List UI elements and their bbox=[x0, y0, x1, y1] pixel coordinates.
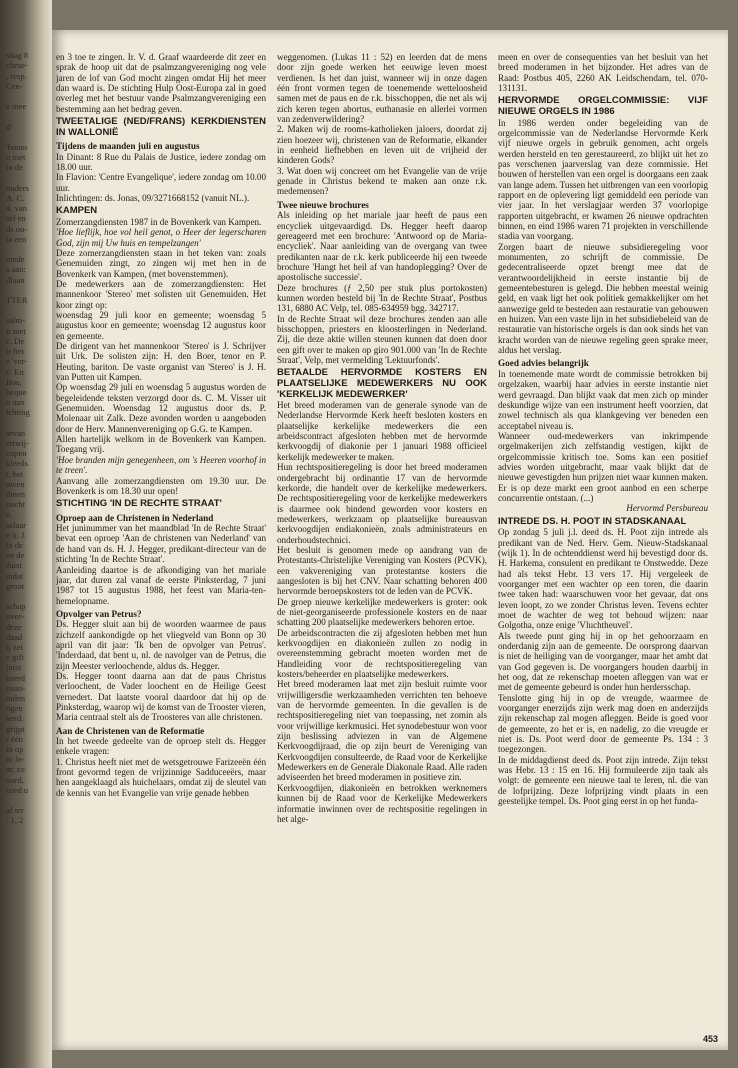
paragraph: In Flavion: 'Centre Evangelique', iedere zondag om 10.00 uur. bbox=[56, 172, 266, 193]
paragraph: De arbeidscontracten die zij afgesloten hebben met hun kerkvoogdijen en diakonieën zullen zo nodig in overeenstemming gebracht moeten worden met de Handleiding voor de rechtspositieregeling van kosters/beheerder en plaatselijke medewerkers. bbox=[277, 627, 487, 680]
fragment-line: : 1, 2 bbox=[6, 815, 24, 826]
paragraph: 'Hoe lieflijk, hoe vol heil genot, o Heer der legerscharen God, zijn mij Uw huis en tempelzangen' bbox=[56, 227, 266, 248]
fragment-line: copen bbox=[6, 448, 27, 459]
fragment-line: over- bbox=[6, 611, 24, 622]
paragraph: Deze zomerzangdiensten staan in het teken van: zoals Genemuiden zingt, zo zingen wij met hen in de Bovenkerk van Kampen, (met bovenstemmen). bbox=[56, 247, 266, 279]
fragment-line: dlaan bbox=[6, 274, 25, 285]
section-heading: STICHTING 'IN DE RECHTE STRAAT' bbox=[56, 498, 222, 510]
fragment-line: Bos, bbox=[6, 376, 22, 387]
fragment-line: m Je- bbox=[6, 754, 25, 765]
paragraph: In toenemende mate wordt de commissie betrokken bij orgelzaken, waarbij haar advies in eerste instantie niet werd gevraagd. Dan blijkt vaak dat men zich op minder deskundige wijze van een instrument heeft voorzien, dat zowel technisch als qua klankgeving ver beneden een acceptabel niveau is. bbox=[498, 368, 708, 431]
fragment-line: ia een bbox=[6, 233, 27, 244]
fragment-line: mdat bbox=[6, 570, 24, 581]
paragraph: De groep nieuwe kerkelijke medewerkers is groter: ook de niet-georganiseerde professionele kosters en de naar schatting 200 plaatselijke medewerkers behoren ertoe. bbox=[277, 596, 487, 628]
fragment-line: grijpt bbox=[6, 723, 25, 734]
fragment-line: ir het bbox=[6, 346, 24, 357]
fragment-line: oord, bbox=[6, 774, 24, 785]
paragraph: De dirigent van het mannenkoor 'Stereo' is J. Schrijver uit Urk. De solisten zijn: H. den Boer, tenor en P. Heuting, bariton. De vaste organist van 'Stereo' is J. H. van Putten uit Kampen. bbox=[56, 341, 266, 383]
paragraph: Ds. Hegger toont daarna aan dat de paus Christus verloochent, de Vader loochent en de Heilige Geest vernedert. Dat laatste vooral daardoor dat hij op de Pinksterdag, waarop wij de komst van de Trooster vieren, Maria centraal stelt als de Troosteres van alle christenen. bbox=[56, 670, 266, 723]
paragraph: en 3 toe te zingen. Ir. V. d. Graaf waardeerde dit zeer en sprak de hoop uit dat de psalmzangvereniging nog vele jaren de lof van God mocht zingen omdat Hij het meer dan waard is. De stichting Hulp Oost-Europa zal in goed overleg met het bestuur vande Psalmzangvereniging een bestemming aan het bedrag geven. bbox=[56, 52, 266, 114]
paragraph: 3. Wat doen wij concreet om het Evangelie van de vrije genade in Christus bekend te maken aan onze r.k. medemensen? bbox=[277, 165, 487, 197]
fragment-line: schap bbox=[6, 601, 26, 612]
fragment-line: d' bbox=[6, 121, 12, 132]
section-heading: TWEETALIGE (NED/FRANS) KERKDIENSTEN IN WALLONIË bbox=[56, 116, 266, 138]
paragraph: Kerkvoogdijen, diakonieën en betrokken werknemers kunnen bij de Raad voor de Kerkelijke Medewerkers informatie inwinnen over de rechtspositie regelingen in het alge- bbox=[277, 782, 487, 824]
fragment-line bbox=[6, 91, 46, 101]
paragraph: Tenslotte ging hij in op de vreugde, waarmee de voorganger enerzijds zijn werk mag doen en anderzijds zijn rekenschap zal mogen afleggen. Beide is goed voor de gemeente, zo het er is, en nadelig, zo die vreugde er niet is. Ds. Poot werd door de gemeente Ps. 134 : 3 toegezongen. bbox=[498, 692, 708, 755]
subheading: Tijdens de maanden juli en augustus bbox=[56, 141, 200, 152]
fragment-line: t'. De bbox=[6, 335, 25, 346]
fragment-line: keerd bbox=[6, 672, 26, 683]
paragraph: In de Rechte Straat wil deze brochures zenden aan alle bisschoppen, priesters en kloosterlingen in Nederland. Zij, die deze aktie willen steunen kunnen dat doen door een gift over te maken op giro 901.000 van 'In de Rechte Straat', Velp, met vermelding 'Lektuurfonds'. bbox=[277, 313, 487, 365]
paragraph: In de middagdienst deed ds. Poot zijn intrede. Zijn tekst was Hebr. 13 : 15 en 16. Hij formuleerde zijn taak als volgt: de gemeente een nieuwe taal te leren, nl. die van de lofprijzing. Deze lofprijzing vindt plaats in een geestelijke tempel. Ds. Poot ging eerst in op het funda- bbox=[498, 754, 708, 807]
fragment-line bbox=[6, 285, 46, 295]
fragment-line: ertwij- bbox=[6, 437, 29, 448]
paragraph: 'Hoe branden mijn genegenheen, om 's Heeren voorhof in te treen'. bbox=[56, 454, 266, 476]
paragraph: Aanleiding daartoe is de afkondiging van het mariale jaar, dat duren zal vanaf de eerste Pinksterdag, 7 juni 1987 tot 15 augustus 1988, het feest van Maria-ten-hemelopname. bbox=[56, 564, 266, 606]
fragment-line: uwen bbox=[6, 478, 25, 489]
column-left bbox=[56, 52, 266, 1042]
fragment-line: s aan: bbox=[6, 264, 26, 275]
fragment-line: 4. van bbox=[6, 203, 28, 214]
fragment-line: ij zei bbox=[6, 641, 23, 652]
fragment-line: in op bbox=[6, 744, 24, 755]
fragment-line: n met bbox=[6, 152, 26, 163]
fragment-line: 'boom bbox=[6, 142, 28, 153]
fragment-line: in de bbox=[6, 539, 23, 550]
paragraph: Op woensdag 29 juli en woensdag 5 augustus worden de begeleidende teksten verzorgd door ds. C. M. Visser uit Genemuiden. Woensdag 12 augustus door ds. P. Molenaar uit Zalk. Deze avonden worden u aangeboden door de Herv. Mannenvereniging op G.G. te Kampen. bbox=[56, 382, 266, 434]
fragment-line: juist bbox=[6, 662, 21, 673]
byline: Hervormd Persbureau bbox=[626, 503, 708, 514]
fragment-line: t. het bbox=[6, 468, 24, 479]
paragraph: meen en over de consequenties van het besluit van het breed moderamen in het bijzonder. Het adres van de Raad: Postbus 405, 2260 AK Leidschendam, tel. 070-131131. bbox=[498, 52, 708, 94]
section-heading: BETAALDE HERVORMDE KOSTERS EN PLAATSELIJKE MEDEWERKERS NU OOK 'KERKELIJK MEDEWERKER' bbox=[277, 367, 487, 400]
fragment-line: daad bbox=[6, 631, 23, 642]
fragment-line: groot bbox=[6, 580, 25, 591]
subheading: Oproep aan de Christenen in Nederland bbox=[56, 512, 214, 523]
paragraph: Wanneer oud-medewerkers van inkrimpende orgelmakerijen zich zelfstandig vestigen, kijkt de orgelcommissie kritisch toe. Soms kan een positief advies worden uitgebracht, maar vaak blijkt dat de nieuwe gevestigden hun prijzen niet waar kunnen maken. Er is op deze markt een groot aanbod en een scherpe concurrentie ontstaan. (...) bbox=[498, 430, 708, 503]
fragment-line bbox=[6, 111, 46, 121]
fragment-line: af ter bbox=[6, 805, 24, 816]
fragment-line: mede bbox=[6, 254, 25, 265]
fragment-line: chese- bbox=[6, 60, 28, 71]
paragraph: Op zondag 5 juli j.l. deed ds. H. Poot zijn intrede als predikant van de Ned. Herv. Gem. Nieuw-Stadskanaal (wijk 1). In de ochtenddienst werd hij bevestigd door ds. H. Harkema, consulent en predikant te Onstwedde. Deze had als tekst Hebr. 13 vers 17. Hij vergeleek de voorganger met een wachter op een toren, die daarin twee taken had: waarschuwen voor het gevaar, dat ons leven loopt, zo we zonder Christus leven. Tevens echter moet de wachter de weg tot behoud wijzen: naar Golgotha, onze enige 'Vluchtheuvel'. bbox=[498, 527, 708, 631]
paragraph: Het juninummer van het maandblad 'In de Rechte Straat' bevat een oproep 'Aan de christenen van Nederland' van de hand van ds. H. J. Hegger, predikant-directeur van de stichting 'In de Rechte Straat'. bbox=[56, 523, 266, 565]
paragraph: Ds. Hegger sluit aan bij de woorden waarmee de paus zichzelf aankondigde op het vliegveld van Bonn op 30 april van dit jaar: 'Ik ben de opvolger van Petrus'. 'Inderdaad, dat bent u, nl. de navolger van de Petrus, die zijn Meester verloochende, aldus ds. Hegger. bbox=[56, 619, 266, 671]
fragment-line: deze bbox=[6, 621, 22, 632]
paragraph: In het tweede gedeelte van de oproep stelt ds. Hegger enkele vragen: bbox=[56, 736, 266, 757]
section-heading: HERVORMDE ORGELCOMMISSIE: VIJF NIEUWE ORGELS IN 1986 bbox=[498, 95, 708, 117]
fragment-line bbox=[6, 591, 46, 601]
paragraph: Het besluit is genomen mede op aandrang van de Protestants-Christelijke Vereniging van Kosters (PCVK), een vakvereniging van protestantse kosters die aangesloten is bij het CNV. Naar schatting behoren 400 hervormde beroepskosters tot de leden van de PCVK. bbox=[277, 544, 487, 597]
paragraph: Zorgen baart de nieuwe subsidieregeling voor monumenten, zo schrijft de commissie. De gedecentraliseerde opzet brengt mee dat de verantwoordelijkheid in eerste instantie bij de gemeentebesturen is gelegd. Die hebben meestal weinig geld, en vaak ligt het ook politiek gemakkelijker om het aanwezige geld te besteden aan restauratie van gebouwen en huizen. Van een vaste lijn in het subsidiebeleid van de restauratie van historische orgels is dan ook sinds het van kracht worden van de nieuwe regeling geen sprake meer, aldus het verslag. bbox=[498, 241, 708, 356]
fragment-line: Cen- bbox=[6, 80, 23, 91]
paragraph: 1. Christus heeft niet met de wetsgetrouwe Farizeeën één front gevormd tegen de vrijzinnige Sadduceeërs, maar hen aangeklaagd als huichelaars, omdat zij de sleutel van de kennis van het Evangelie van vrije genade hebben bbox=[56, 756, 266, 798]
fragment-line: heque bbox=[6, 386, 27, 397]
magazine-page bbox=[52, 30, 728, 1050]
fragment-line: selaar bbox=[6, 519, 27, 530]
fragment-line: e gift bbox=[6, 652, 24, 663]
fragment-line bbox=[6, 418, 46, 428]
fragment-line: sel en bbox=[6, 213, 26, 224]
fragment-line: ngen bbox=[6, 703, 23, 714]
fragment-line: ar, zo bbox=[6, 764, 25, 775]
fragment-line: e mee bbox=[6, 101, 27, 112]
paragraph: Als tweede punt ging hij in op het gehoorzaam en onderdanig zijn aan de gemeente. De oorsprong daarvan is niet de heiliging van de voorganger, maar het ambt dat van God gegeven is. De voorgangers houden daarbij in het oog, dat ze rekenschap moeten afleggen van wat er met de gemeente gebeurd is onder hun herdersschap. bbox=[498, 630, 708, 693]
previous-page-fragments bbox=[6, 40, 46, 1040]
paragraph: 2. Maken wij de rooms-katholieken jaloers, doordat zij zien hoezeer wij, christenen van de Reformatie, elkander in eenheid liefhebben en leven uit de vrijheid der kinderen Gods? bbox=[277, 124, 487, 166]
paragraph: weggenomen. (Lukas 11 : 52) en leerden dat de mens door zijn goede werken het eeuwige leven moest verdienen. Is het dan juist, wanneer wij in onze dagen één front vormen tegen de toenemende wetteloosheid samen met de paus en de r.k. bisschoppen, die net als wij zich keren tegen abortus, euthanasie en allerlei vormen van zedenverwildering? bbox=[277, 52, 487, 125]
subheading: Aan de Christenen van de Reformatie bbox=[56, 725, 205, 736]
paragraph: Deze brochures (ƒ 2,50 per stuk plus portokosten) kunnen worden besteld bij 'In de Rechte Straat', Postbus 131, 6880 AC Velp, tel. 085-634959 bgg. 342717. bbox=[277, 282, 487, 314]
fragment-line: kerd. bbox=[6, 713, 24, 724]
fragment-line bbox=[6, 173, 46, 183]
fragment-line: A. C. bbox=[6, 193, 25, 204]
fragment-line: e 'ver- bbox=[6, 356, 28, 367]
fragment-line bbox=[6, 40, 46, 50]
paragraph: Het breed moderamen van de generale synode van de Nederlandse Hervormde Kerk heeft besloten kosters en plaatselijke kerkelijke medewerkers die een arbeidscontract afgesloten hebben met de hervormde kerkvoogdij of diakonie per 1 januari 1988 officieel kerkelijk medewerker te maken. bbox=[277, 400, 487, 462]
fragment-line: mden bbox=[6, 693, 26, 703]
fragment-line: Juist bbox=[6, 560, 22, 571]
paragraph: Hun rechtspositieregeling is door het breed moderamen ondergebracht bij ordinantie 17 van de hervormde kerkorde, die handelt over de kerkelijke medewerkers. De rechtspositieregeling voor de kerkelijke medewerkers is daarmee ook bindend geworden voor kosters en medewerkers, werkzaam op plaatselijke bureausvan kerkvoogdijen endiakonieën, zoals administrateurs en onderhoudstechnici. bbox=[277, 462, 487, 545]
paragraph: Inlichtingen: ds. Jonas, 09/3271668152 (vanuit NL.). bbox=[56, 192, 250, 203]
fragment-line: ichting bbox=[6, 407, 30, 418]
section-heading: KAMPEN bbox=[56, 205, 98, 217]
fragment-line bbox=[6, 244, 46, 254]
column-right bbox=[498, 52, 708, 1042]
paragraph: Het breed moderamen laat met zijn besluit ruimte voor vrijwilligersdie werkzaamheden verrichten ten behoeve van de hervormde gemeenten. In die gevallen is de rechtspositieregeling niet van toepassing, net zomin als voor vrijwillige kerkmusici. Het synodebestuur won voor zijn beslissing adviezen in van de Algemene Kerkvoogdijraad, die op zijn beurt de Vereniging van Kerkvoogdijen consulteerde, de Raad voor de Kerkelijke Medewerkers en de Generale Diakonale Raad. Alle raden adviseerden het breed moderamen in positieve zin. bbox=[277, 679, 487, 783]
subheading: Twee nieuwe brochures bbox=[277, 199, 369, 210]
paragraph: In 1986 werden onder begeleiding van de orgelcommissie van de Nederlandse Hervormde Kerk vijf nieuwe orgels in gebruik genomen, acht orgels werden hersteld en ten gerestaureerd, zo blijkt uit het zo pas verschenen jaarverslag van deze commissie. Het bouwen of herstellen van een orgel is doorgaans een zaak van lange adem. Tussen het uitbrengen van een voorlopig rapport en de oplevering ligt gemiddeld een periode van vier jaar. In het verslagjaar werden 37 voorlopige rapporten uitgebracht, er kwamen 26 nieuwe opdrachten binnen, en eind 1986 waren 71 projekten in verschillende stadia van voorgang. bbox=[498, 117, 708, 242]
fragment-line: dmen bbox=[6, 488, 26, 499]
fragment-line: ds ou- bbox=[6, 223, 28, 234]
fragment-line: , resp. bbox=[6, 70, 27, 81]
fragment-line: ceed u bbox=[6, 784, 29, 795]
fragment-line: sdag 8 bbox=[6, 50, 29, 61]
paragraph: Aanvang alle zomerzangdiensten om 19.30 uur. De Bovenkerk is om 18.30 uur open! bbox=[56, 475, 266, 496]
fragment-line: kleeds bbox=[6, 458, 28, 469]
column-middle bbox=[277, 52, 487, 1042]
paragraph: De medewerkers aan de zomerzangdiensten: Het mannenkoor 'Stereo' met solisten uit Genemuiden. Het koor zingt op: bbox=[56, 278, 266, 310]
fragment-line bbox=[6, 795, 46, 805]
section-heading: INTREDE DS. H. POOT IN STADSKANAAL bbox=[498, 515, 687, 527]
fragment-line: en de bbox=[6, 550, 25, 561]
fragment-line: nocht bbox=[6, 499, 26, 510]
paragraph: woensdag 29 juli koor en gemeente; woensdag 5 augustus koor en gemeente; woensdag 12 augustus koor en gemeente. bbox=[56, 310, 266, 341]
paragraph: Als inleiding op het mariale jaar heeft de paus een encycliek uitgevaardigd. Ds. Hegger heeft daarop gereageerd met een brochure: 'Antwoord op de Maria-encycliek'. Naar aanleiding van de overgang van twee predikanten naar de r.k. kerk publiceerde hij een tweede brochure 'Hangt het heil af van handoplegging? Over de apostolische successie'. bbox=[277, 210, 487, 283]
fragment-line: arvan bbox=[6, 427, 26, 438]
fragment-line: in de bbox=[6, 162, 23, 173]
paragraph: Zomerzangdiensten 1987 in de Bovenkerk van Kampen. bbox=[56, 216, 262, 227]
subheading: Goed advies belangrijk bbox=[498, 358, 589, 369]
fragment-line: it met bbox=[6, 325, 26, 336]
fragment-line: t'. En bbox=[6, 366, 24, 377]
fragment-line bbox=[6, 132, 46, 142]
paragraph: In Dinant: 8 Rue du Palais de Justice, iedere zondag om 18.00 uur. bbox=[56, 151, 266, 172]
fragment-line: e. bbox=[6, 509, 12, 520]
paragraph: Allen hartelijk welkom in de Bovenkerk van Kampen. Toegang vrij. bbox=[56, 434, 266, 455]
fragment-line: n aan bbox=[6, 397, 25, 408]
fragment-line: TTER bbox=[6, 295, 28, 306]
subheading: Opvolger van Petrus? bbox=[56, 608, 142, 619]
fragment-line: salm- bbox=[6, 315, 26, 326]
fragment-line bbox=[6, 305, 46, 315]
fragment-line: nuders bbox=[6, 182, 29, 193]
fragment-line: ezon- bbox=[6, 682, 26, 693]
fragment-line: r één bbox=[6, 733, 23, 744]
fragment-line: e ir. J. bbox=[6, 529, 27, 540]
page-number: 453 bbox=[702, 1034, 718, 1044]
